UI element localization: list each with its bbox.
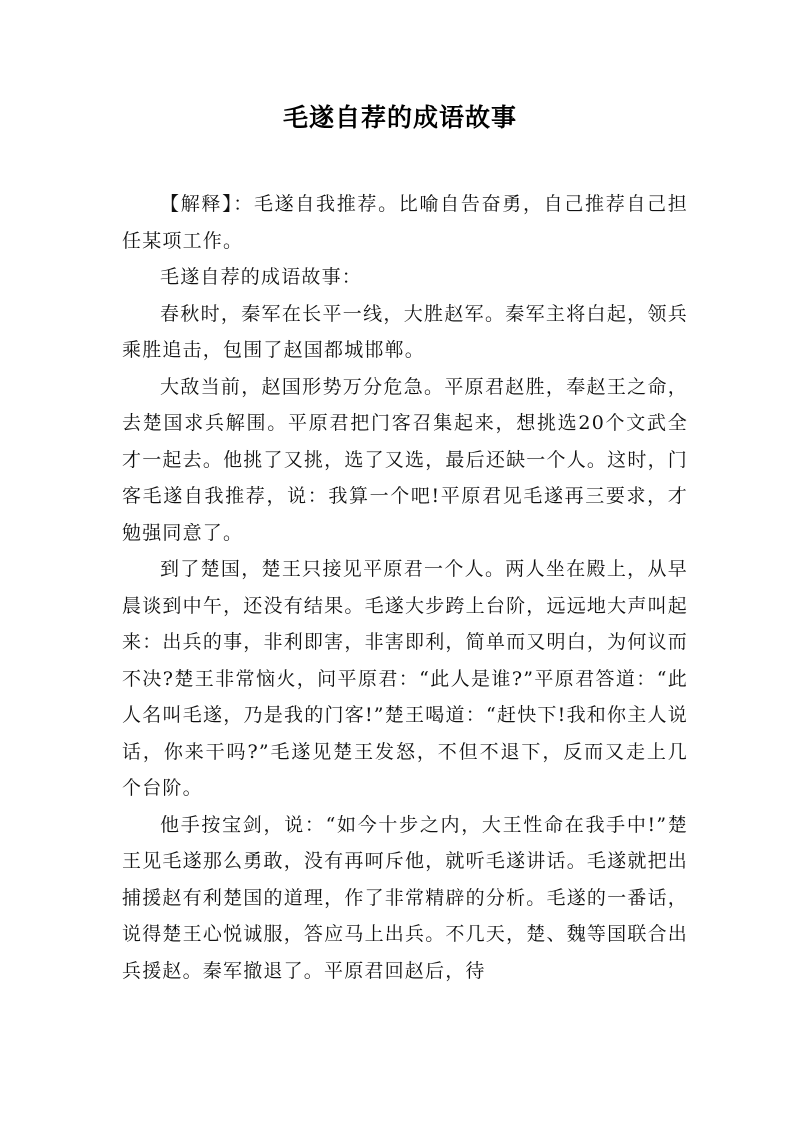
paragraph-story-1: 春秋时，秦军在长平一线，大胜赵军。秦军主将白起，领兵乘胜追击，包围了赵国都城邯郸。 [122, 302, 688, 361]
paragraph-explanation: 【解释】：毛遂自我推荐。比喻自告奋勇，自己推荐自己担任某项工作。 [122, 193, 688, 252]
paragraph-story-3: 到了楚国，楚王只接见平原君一个人。两人坐在殿上，从早晨谈到中午，还没有结果。毛遂大步跨上台阶，远远地大声叫起来：出兵的事，非利即害，非害即利，简单而又明白，为何议而不决?楚王非常恼火，问平原君：“此人是谁?”平原君答道：“此人名叫毛遂，乃是我的门客!”楚王喝道：“赶快下!我和你主人说话，你来干吗?”毛遂见楚王发怒，不但不退下，反而又走上几个台阶。 [122, 558, 688, 799]
document-title: 毛遂自荐的成语故事 [282, 103, 517, 132]
paragraph-story-2: 大敌当前，赵国形势万分危急。平原君赵胜，奉赵王之命，去楚国求兵解围。平原君把门客召集起来，想挑选20个文武全才一起去。他挑了又挑，选了又选，最后还缺一个人。这时，门客毛遂自我推荐，说：我算一个吧!平原君见毛遂再三要求，才勉强同意了。 [122, 375, 688, 544]
document-body [122, 186, 688, 989]
paragraph-story-4: 他手按宝剑，说：“如今十步之内，大王性命在我手中!”楚王见毛遂那么勇敢，没有再呵斥他，就听毛遂讲话。毛遂就把出捕援赵有利楚国的道理，作了非常精辟的分析。毛遂的一番话，说得楚王心悦诚服，答应马上出兵。不几天，楚、魏等国联合出兵援赵。秦军撤退了。平原君回赵后，待 [122, 813, 688, 982]
paragraph-story-heading: 毛遂自荐的成语故事： [160, 266, 363, 288]
